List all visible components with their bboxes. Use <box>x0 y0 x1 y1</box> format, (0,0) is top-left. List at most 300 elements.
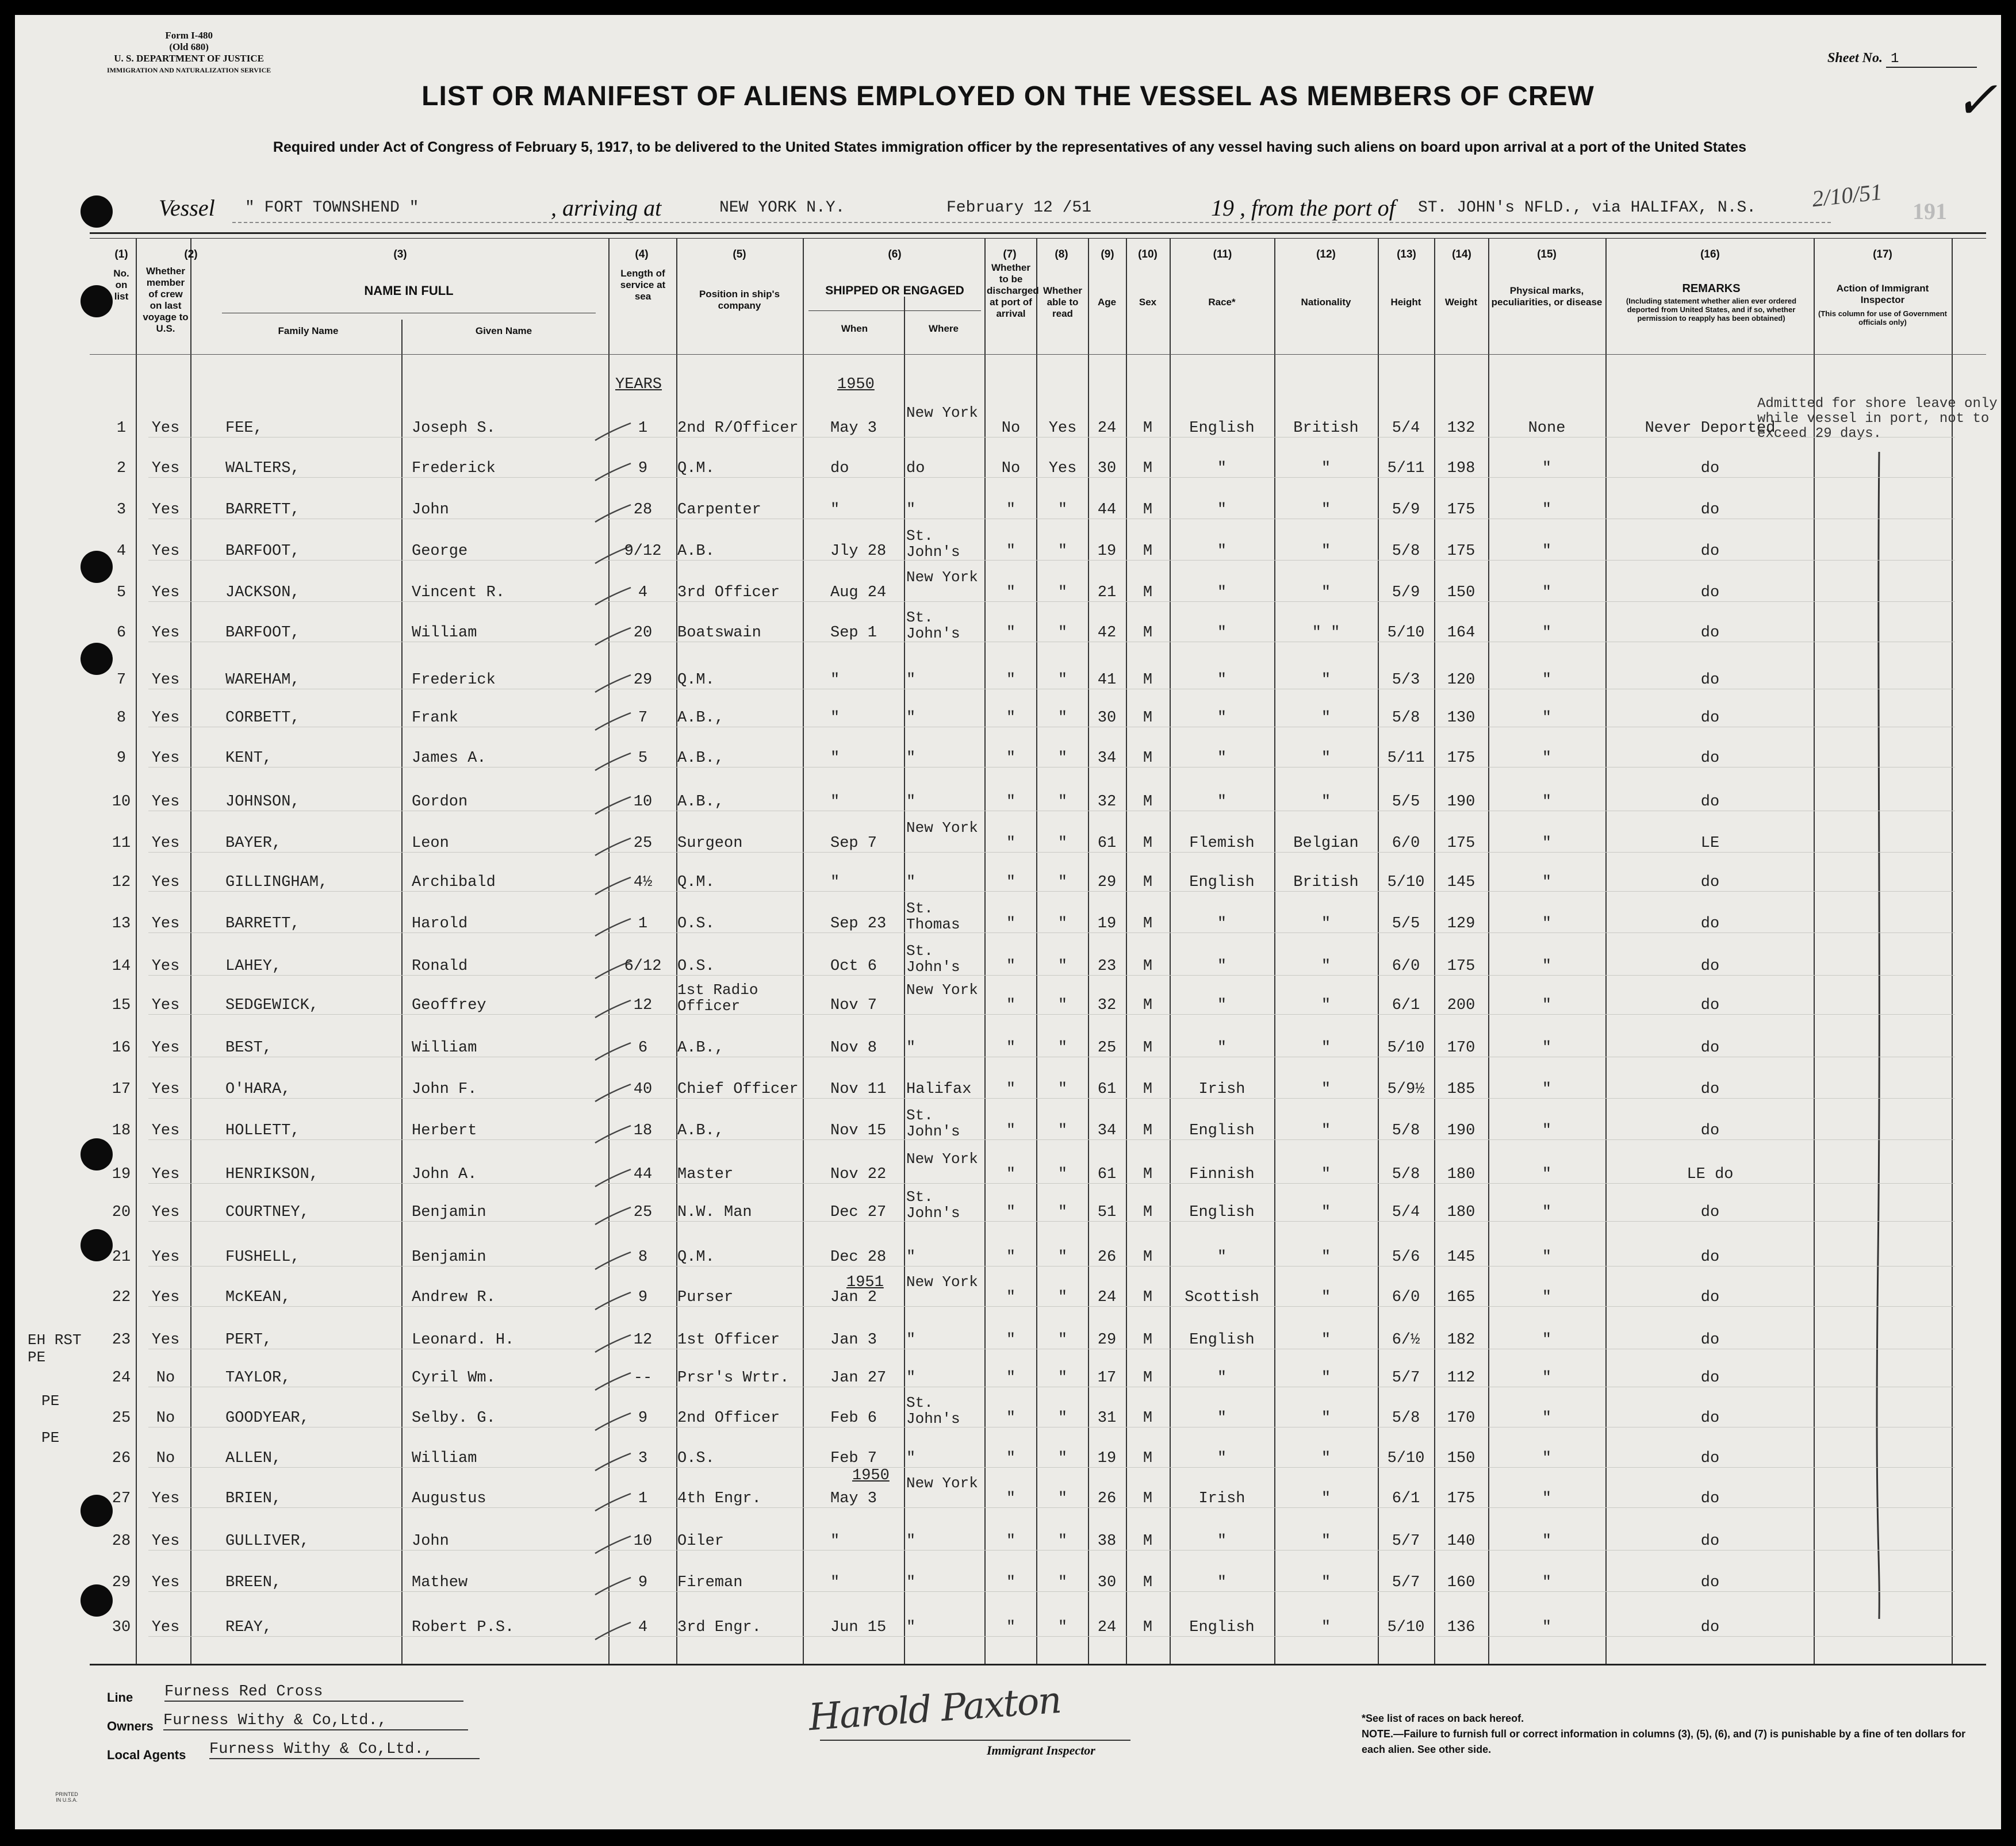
cell-read: " <box>1057 1574 1068 1591</box>
cell-where: Halifax <box>906 1081 972 1098</box>
cell-y: Yes <box>151 1081 180 1098</box>
cell-race: " <box>1217 915 1227 932</box>
cell-pos: Surgeon <box>677 835 743 852</box>
cell-len: 18 <box>633 1122 653 1139</box>
cell-sex: M <box>1143 709 1153 727</box>
col-num: (11) <box>1213 248 1232 260</box>
cell-fam: CORBETT, <box>225 709 300 727</box>
col-num: (17) <box>1873 248 1892 260</box>
cell-nat: " <box>1321 1166 1331 1183</box>
cell-y: Yes <box>151 460 180 477</box>
cell-phys: " <box>1542 1574 1552 1591</box>
arriving-label: , arriving at <box>551 195 662 221</box>
cell-sex: M <box>1143 543 1153 560</box>
cell-dis: " <box>1006 709 1016 727</box>
cell-nat: Belgian <box>1293 835 1359 852</box>
cell-y: Yes <box>151 750 180 767</box>
cell-age: 19 <box>1097 543 1117 560</box>
cell-when: Sep 7 <box>830 835 877 852</box>
cell-giv: Leon <box>412 835 449 852</box>
cell-when: Jly 28 <box>830 543 887 560</box>
row-rule <box>148 1098 1955 1099</box>
cell-ht: 6/0 <box>1392 835 1420 852</box>
cell-fam: ALLEN, <box>225 1450 282 1467</box>
row-rule <box>148 1306 1955 1307</box>
cell-read: " <box>1057 1289 1068 1306</box>
arrival-date: February 12 /51 <box>946 199 1092 217</box>
header-able-read: Whether able to read <box>1043 285 1082 319</box>
cell-n: 22 <box>112 1289 131 1306</box>
cell-read: " <box>1057 501 1068 519</box>
cell-ht: 5/10 <box>1387 1619 1425 1636</box>
cell-read: " <box>1057 915 1068 932</box>
cell-sex: M <box>1143 420 1153 437</box>
cell-race: " <box>1217 501 1227 519</box>
cell-rem: do <box>1700 1122 1720 1139</box>
header-given-name: Given Name <box>475 325 532 336</box>
cell-giv: John F. <box>412 1081 477 1098</box>
penalty-note: NOTE.—Failure to furnish full or correct information in columns (3), (5), (6), and (7) is punishable by a fine of ten dollars for each alien. See other side. <box>1362 1728 1966 1755</box>
cell-sex: M <box>1143 1369 1153 1387</box>
cell-y: Yes <box>151 1166 180 1183</box>
row-rule <box>148 975 1955 976</box>
cell-read: " <box>1057 1331 1068 1349</box>
cell-len: -- <box>633 1369 653 1387</box>
cell-n: 7 <box>116 671 127 689</box>
cell-phys: " <box>1542 1410 1552 1427</box>
cell-when: May 3 <box>830 420 877 437</box>
cell-fam: BARFOOT, <box>225 624 300 642</box>
row-rule <box>148 560 1955 561</box>
cell-ht: 5/8 <box>1392 1122 1420 1139</box>
cell-pos: 2nd Officer <box>677 1410 780 1427</box>
cell-y: Yes <box>151 874 180 891</box>
header-when: When <box>841 323 868 334</box>
row-rule <box>148 1507 1955 1508</box>
cell-when: " <box>830 709 840 727</box>
cell-ht: 5/10 <box>1387 1450 1425 1467</box>
cell-len: 25 <box>633 835 653 852</box>
cell-n: 18 <box>112 1122 131 1139</box>
cell-where: " <box>906 874 916 891</box>
row-rule <box>148 891 1955 892</box>
cell-sex: M <box>1143 1166 1153 1183</box>
cell-len: 29 <box>633 671 653 689</box>
col-num: (8) <box>1055 248 1068 260</box>
cell-race: English <box>1189 420 1255 437</box>
cell-y: No <box>156 1369 175 1387</box>
cell-sex: M <box>1143 671 1153 689</box>
cell-len: 10 <box>633 1533 653 1550</box>
cell-nat: " <box>1321 1204 1331 1221</box>
cell-where: " <box>906 1369 916 1387</box>
cell-len: 9 <box>638 1289 648 1306</box>
cell-pos: Q.M. <box>677 874 715 891</box>
cell-rem: do <box>1700 1490 1720 1507</box>
cell-where: " <box>906 709 916 727</box>
cell-ht: 5/11 <box>1387 460 1425 477</box>
cell-giv: Mathew <box>412 1574 468 1591</box>
cell-ht: 5/10 <box>1387 874 1425 891</box>
col-num: (3) <box>393 248 407 260</box>
cell-fam: PERT, <box>225 1331 273 1349</box>
cell-n: 25 <box>112 1410 131 1427</box>
cell-rem: do <box>1700 1533 1720 1550</box>
cell-where: St. John's <box>906 527 960 561</box>
cell-age: 24 <box>1097 1289 1117 1306</box>
cell-y: Yes <box>151 835 180 852</box>
cell-nat: " <box>1321 958 1331 975</box>
cell-wt: 164 <box>1447 624 1475 642</box>
cell-read: " <box>1057 1450 1068 1467</box>
cell-pos: O.S. <box>677 1450 715 1467</box>
margin-note: PE <box>28 1349 46 1366</box>
cell-pos: A.B., <box>677 750 725 767</box>
year-1950-label: 1950 <box>837 376 875 393</box>
cell-nat: " <box>1321 1574 1331 1591</box>
cell-race: Flemish <box>1189 835 1255 852</box>
cell-sex: M <box>1143 1490 1153 1507</box>
cell-nat: " <box>1321 709 1331 727</box>
cell-phys: " <box>1542 1166 1552 1183</box>
cell-len: 4½ <box>633 874 653 891</box>
cell-nat: " <box>1321 915 1331 932</box>
cell-nat: " <box>1321 997 1331 1014</box>
cell-n: 15 <box>112 997 131 1014</box>
cell-fam: JOHNSON, <box>225 793 300 811</box>
cell-race: " <box>1217 1450 1227 1467</box>
cell-where: St. Thomas <box>906 900 960 933</box>
cell-age: 30 <box>1097 709 1117 727</box>
header-position: Position in ship's company <box>699 289 780 311</box>
cell-read: " <box>1057 1122 1068 1139</box>
cell-fam: HENRIKSON, <box>225 1166 319 1183</box>
cell-nat: " <box>1321 1039 1331 1057</box>
cell-dis: " <box>1006 1331 1016 1349</box>
cell-rem: do <box>1700 1289 1720 1306</box>
manifest-subtitle: Required under Act of Congress of February 5, 1917, to be delivered to the United States immigration officer by the representatives of any vessel having such aliens on board upon arrival at a port of the United States <box>273 139 1747 155</box>
cell-ht: 5/8 <box>1392 1166 1420 1183</box>
row-rule <box>148 1636 1955 1637</box>
col-num: (12) <box>1316 248 1336 260</box>
cell-rem: do <box>1700 1450 1720 1467</box>
cell-nat: " <box>1321 1410 1331 1427</box>
cell-ht: 5/4 <box>1392 420 1420 437</box>
cell-phys: " <box>1542 874 1552 891</box>
cell-sex: M <box>1143 750 1153 767</box>
header-shipped: SHIPPED OR ENGAGED <box>825 284 964 297</box>
cell-pos: Q.M. <box>677 460 715 477</box>
cell-read: " <box>1057 671 1068 689</box>
cell-age: 26 <box>1097 1490 1117 1507</box>
cell-phys: " <box>1542 543 1552 560</box>
cell-ht: 5/5 <box>1392 793 1420 811</box>
cell-phys: " <box>1542 624 1552 642</box>
cell-age: 29 <box>1097 874 1117 891</box>
cell-rem: do <box>1700 1249 1720 1266</box>
cell-where: New York <box>906 1150 978 1168</box>
cell-age: 26 <box>1097 1249 1117 1266</box>
cell-len: 25 <box>633 1204 653 1221</box>
cell-wt: 160 <box>1447 1574 1475 1591</box>
cell-age: 30 <box>1097 460 1117 477</box>
cell-race: English <box>1189 1331 1255 1349</box>
sheet-label: Sheet No. <box>1827 51 1883 66</box>
cell-sex: M <box>1143 501 1153 519</box>
cell-phys: " <box>1542 501 1552 519</box>
row-rule <box>148 1467 1955 1468</box>
cell-giv: Archibald <box>412 874 496 891</box>
cell-ht: 5/10 <box>1387 624 1425 642</box>
cell-len: 10 <box>633 793 653 811</box>
cell-age: 44 <box>1097 501 1117 519</box>
cell-dis: " <box>1006 835 1016 852</box>
cell-ht: 5/9½ <box>1387 1081 1425 1098</box>
row-rule <box>148 1139 1955 1140</box>
cell-y: Yes <box>151 958 180 975</box>
cell-when: do <box>830 460 849 477</box>
cell-y: Yes <box>151 1619 180 1636</box>
cell-dis: " <box>1006 584 1016 601</box>
cell-len: 9/12 <box>624 543 662 560</box>
col-num: (15) <box>1537 248 1557 260</box>
col-num: (13) <box>1397 248 1416 260</box>
cell-y: Yes <box>151 1039 180 1057</box>
cell-rem: do <box>1700 1574 1720 1591</box>
cell-rem: do <box>1700 1039 1720 1057</box>
cell-y: Yes <box>151 1204 180 1221</box>
cell-phys: " <box>1542 915 1552 932</box>
cell-n: 1 <box>116 420 127 437</box>
cell-read: " <box>1057 1249 1068 1266</box>
cell-y: Yes <box>151 1249 180 1266</box>
cell-phys: " <box>1542 997 1552 1014</box>
cell-n: 27 <box>112 1490 131 1507</box>
cell-rem: do <box>1700 793 1720 811</box>
cell-ht: 5/5 <box>1392 915 1420 932</box>
cell-race: English <box>1189 1122 1255 1139</box>
header-race: Race* <box>1208 297 1236 308</box>
cell-age: 17 <box>1097 1369 1117 1387</box>
cell-where: New York <box>906 981 978 999</box>
cell-where: " <box>906 1249 916 1266</box>
cell-giv: William <box>412 624 477 642</box>
cell-wt: 190 <box>1447 793 1475 811</box>
cell-n: 20 <box>112 1204 131 1221</box>
cell-read: " <box>1057 709 1068 727</box>
cell-pos: Q.M. <box>677 1249 715 1266</box>
cell-sex: M <box>1143 1249 1153 1266</box>
cell-read: " <box>1057 584 1068 601</box>
cell-when: Dec 28 <box>830 1249 887 1266</box>
cell-nat: " <box>1321 1081 1331 1098</box>
cell-rem: do <box>1700 1369 1720 1387</box>
cell-nat: " " <box>1312 624 1340 642</box>
cell-y: No <box>156 1410 175 1427</box>
cell-giv: Herbert <box>412 1122 477 1139</box>
cell-dis: " <box>1006 1410 1016 1427</box>
col-line <box>984 238 986 1664</box>
cell-y: Yes <box>151 584 180 601</box>
row-rule <box>148 932 1955 933</box>
cell-n: 23 <box>112 1331 131 1349</box>
cell-phys: " <box>1542 1619 1552 1636</box>
cell-phys: " <box>1542 958 1552 975</box>
cell-when: Dec 27 <box>830 1204 887 1221</box>
cell-phys: " <box>1542 709 1552 727</box>
cell-nat: " <box>1321 1619 1331 1636</box>
cell-dis: " <box>1006 1490 1016 1507</box>
cell-race: " <box>1217 709 1227 727</box>
department: U. S. DEPARTMENT OF JUSTICE <box>114 53 265 64</box>
cell-dis: " <box>1006 1081 1016 1098</box>
cell-wt: 170 <box>1447 1039 1475 1057</box>
cell-where: " <box>906 793 916 811</box>
cell-wt: 150 <box>1447 1450 1475 1467</box>
col-line <box>608 238 610 1664</box>
cell-pos: N.W. Man <box>677 1204 752 1221</box>
cell-read: " <box>1057 835 1068 852</box>
col-line <box>1814 238 1815 1664</box>
cell-giv: Ronald <box>412 958 468 975</box>
cell-wt: 175 <box>1447 958 1475 975</box>
cell-pos: Carpenter <box>677 501 761 519</box>
cell-fam: McKEAN, <box>225 1289 291 1306</box>
cell-n: 16 <box>112 1039 131 1057</box>
header-length-service: Length of service at sea <box>620 268 666 302</box>
cell-ht: 5/8 <box>1392 543 1420 560</box>
cell-giv: Frank <box>412 709 459 727</box>
row-rule <box>148 601 1955 602</box>
header-name-in-full: NAME IN FULL <box>364 283 454 298</box>
manifest-title: LIST OR MANIFEST OF ALIENS EMPLOYED ON THE VESSEL AS MEMBERS OF CREW <box>421 81 1595 112</box>
cell-fam: JACKSON, <box>225 584 300 601</box>
cell-read: " <box>1057 543 1068 560</box>
cell-fam: GILLINGHAM, <box>225 874 328 891</box>
cell-dis: " <box>1006 624 1016 642</box>
cell-phys: " <box>1542 1450 1552 1467</box>
cell-y: Yes <box>151 420 180 437</box>
cell-read: " <box>1057 874 1068 891</box>
cell-n: 14 <box>112 958 131 975</box>
cell-giv: George <box>412 543 468 560</box>
cell-when: Nov 7 <box>830 997 877 1014</box>
cell-dis: " <box>1006 874 1016 891</box>
cell-pos: Oiler <box>677 1533 725 1550</box>
cell-n: 6 <box>116 624 127 642</box>
cell-where: New York <box>906 569 978 586</box>
cell-read: " <box>1057 1204 1068 1221</box>
cell-giv: Robert P.S. <box>412 1619 515 1636</box>
cell-rem: do <box>1700 1619 1720 1636</box>
cell-ht: 5/10 <box>1387 1039 1425 1057</box>
cell-sex: M <box>1143 1122 1153 1139</box>
cell-age: 61 <box>1097 1166 1117 1183</box>
cell-age: 41 <box>1097 671 1117 689</box>
cell-when: " <box>830 750 840 767</box>
cell-phys: " <box>1542 1122 1552 1139</box>
cell-race: English <box>1189 1619 1255 1636</box>
form-number: Form I-480 <box>165 30 213 41</box>
cell-pos: Prsr's Wrtr. <box>677 1369 789 1387</box>
cell-where: " <box>906 501 916 519</box>
header-member-crew: Whether member of crew on last voyage to U.S. <box>143 266 189 334</box>
check-mark: ✓ <box>1954 72 1998 129</box>
cell-n: 21 <box>112 1249 131 1266</box>
cell-fam: BARRETT, <box>225 915 300 932</box>
cell-phys: " <box>1542 1204 1552 1221</box>
cell-ht: 5/4 <box>1392 1204 1420 1221</box>
cell-race: Irish <box>1198 1490 1245 1507</box>
cell-y: Yes <box>151 793 180 811</box>
header-discharged: Whether to be discharged at port of arrival <box>987 262 1039 319</box>
cell-rem: do <box>1700 1410 1720 1427</box>
cell-pos: 4th Engr. <box>677 1490 761 1507</box>
cell-fam: SEDGEWICK, <box>225 997 319 1014</box>
table-top-border <box>90 232 1986 234</box>
row-rule <box>148 1591 1955 1592</box>
cell-read: " <box>1057 1039 1068 1057</box>
cell-when: Nov 15 <box>830 1122 887 1139</box>
handwritten-date: 2/10/51 <box>1810 178 1884 212</box>
cell-pos: 3rd Engr. <box>677 1619 761 1636</box>
cell-pos: Fireman <box>677 1574 743 1591</box>
cell-race: " <box>1217 793 1227 811</box>
cell-len: 6 <box>638 1039 648 1057</box>
cell-y: Yes <box>151 1574 180 1591</box>
row-rule <box>148 1266 1955 1267</box>
cell-race: " <box>1217 750 1227 767</box>
action-note: Admitted for shore leave only while vessel in port, not to exceed 29 days. <box>1757 396 1998 442</box>
cell-giv: Cyril Wm. <box>412 1369 496 1387</box>
years-label: YEARS <box>615 376 662 393</box>
header-age: Age <box>1097 297 1117 308</box>
cell-ht: 5/6 <box>1392 1249 1420 1266</box>
agents-value: Furness Withy & Co,Ltd., <box>209 1741 480 1759</box>
cell-y: Yes <box>151 1331 180 1349</box>
cell-sex: M <box>1143 793 1153 811</box>
cell-race: English <box>1189 874 1255 891</box>
owners-value: Furness Withy & Co,Ltd., <box>163 1712 468 1730</box>
cell-where: St. John's <box>906 942 960 976</box>
cell-phys: " <box>1542 1039 1552 1057</box>
cell-wt: 200 <box>1447 997 1475 1014</box>
cell-sex: M <box>1143 915 1153 932</box>
cell-len: 9 <box>638 1574 648 1591</box>
cell-where: " <box>906 1574 916 1591</box>
cell-sex: M <box>1143 1619 1153 1636</box>
cell-race: " <box>1217 584 1227 601</box>
cell-ht: 6/1 <box>1392 1490 1420 1507</box>
cell-when: " <box>830 1574 840 1591</box>
cell-age: 32 <box>1097 793 1117 811</box>
cell-fam: WAREHAM, <box>225 671 300 689</box>
cell-giv: Harold <box>412 915 468 932</box>
cell-giv: Frederick <box>412 671 496 689</box>
cell-where: New York <box>906 1475 978 1492</box>
margin-note: PE <box>41 1429 60 1446</box>
cell-dis: " <box>1006 1619 1016 1636</box>
cell-read: " <box>1057 1533 1068 1550</box>
cell-len: 44 <box>633 1166 653 1183</box>
cell-sex: M <box>1143 584 1153 601</box>
col-num: (14) <box>1452 248 1471 260</box>
cell-rem: LE do <box>1687 1166 1734 1183</box>
cell-n: 10 <box>112 793 131 811</box>
line-label: Line <box>107 1690 133 1705</box>
cell-age: 31 <box>1097 1410 1117 1427</box>
agents-label: Local Agents <box>107 1748 186 1762</box>
